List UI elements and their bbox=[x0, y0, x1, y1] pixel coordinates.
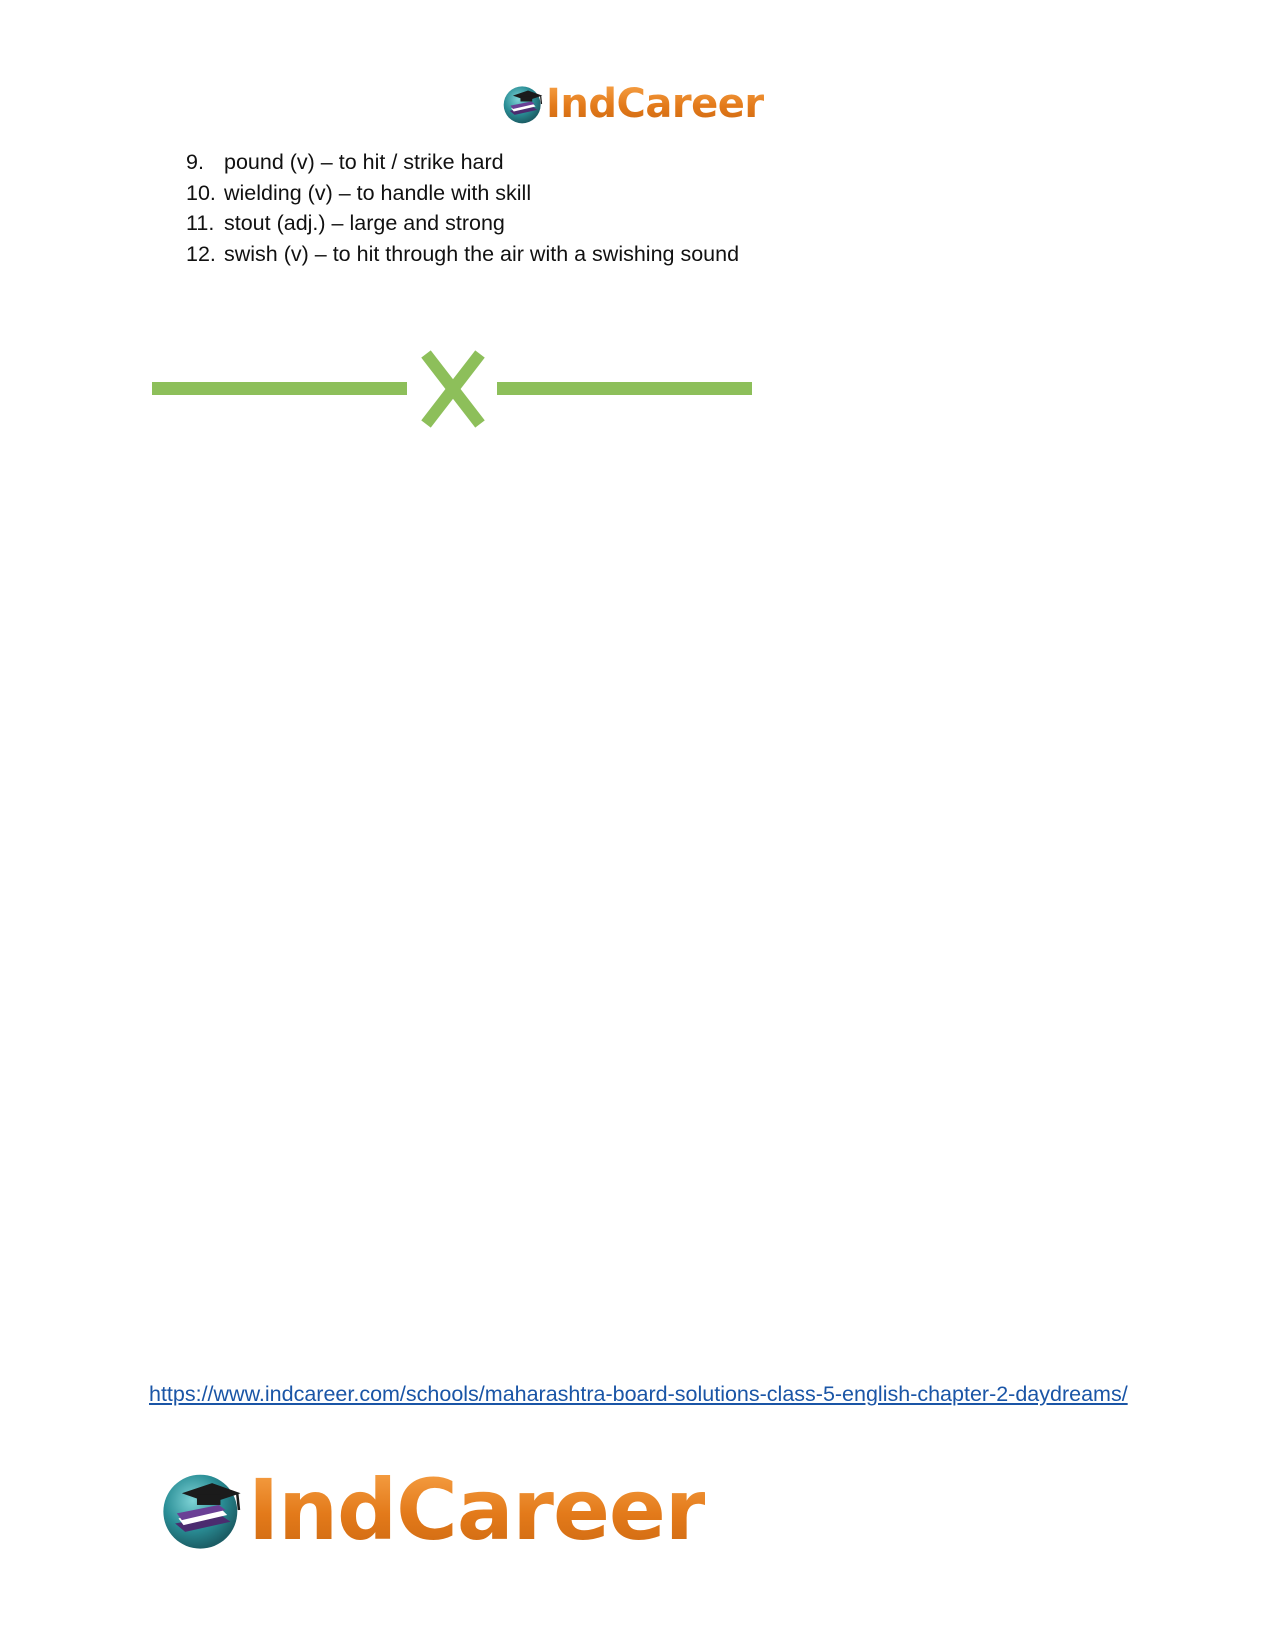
footer-logo bbox=[160, 1461, 706, 1559]
header-logo-text: IndCareer bbox=[546, 81, 764, 127]
graduation-cap-books-icon bbox=[160, 1468, 244, 1552]
list-item-number: 10. bbox=[186, 180, 216, 205]
footer-logo-text: IndCareer bbox=[248, 1461, 706, 1559]
footer-url-link[interactable]: https://www.indcareer.com/schools/maharashtra-board-solutions-class-5-english-chapter-2-daydreams/ bbox=[149, 1382, 1128, 1406]
list-item bbox=[186, 239, 739, 270]
section-divider bbox=[152, 350, 752, 430]
header-logo bbox=[502, 82, 764, 126]
list-item-text: swish (v) – to hit through the air with a swishing sound bbox=[224, 241, 740, 266]
list-item bbox=[186, 178, 739, 209]
list-item-number: 11. bbox=[186, 211, 215, 235]
list-item-number: 9. bbox=[186, 150, 204, 174]
vocabulary-list bbox=[186, 147, 739, 269]
list-item bbox=[186, 208, 739, 239]
list-item-text: wielding (v) – to handle with skill bbox=[224, 180, 532, 205]
list-item bbox=[186, 147, 739, 178]
cross-icon bbox=[152, 350, 752, 430]
list-item-text: pound (v) – to hit / strike hard bbox=[224, 150, 504, 174]
list-item-text: stout (adj.) – large and strong bbox=[224, 211, 505, 235]
list-item-number: 12. bbox=[186, 241, 216, 266]
graduation-cap-books-icon bbox=[502, 83, 544, 125]
